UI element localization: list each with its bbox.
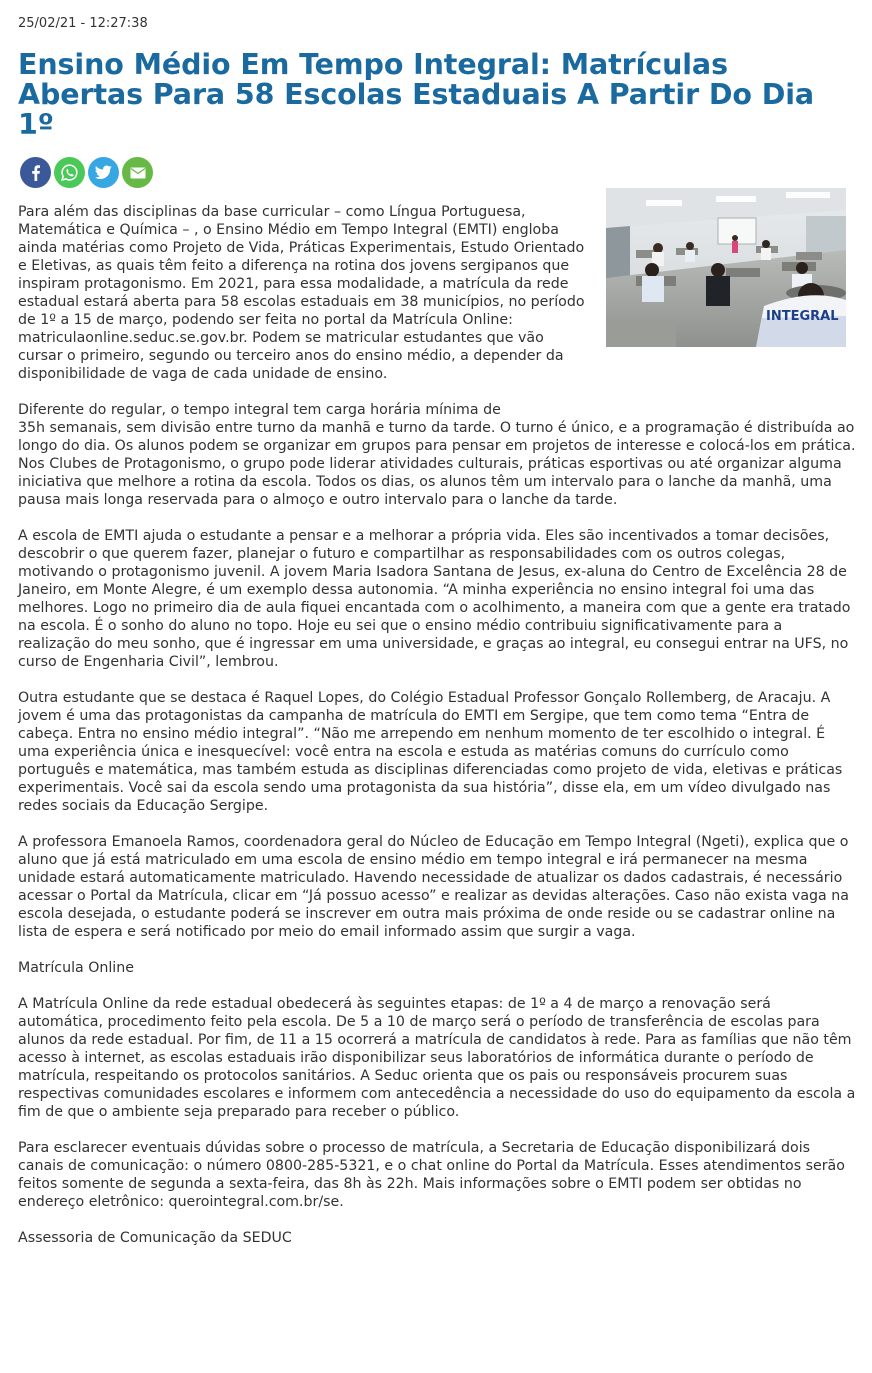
section-heading: Matrícula Online <box>18 960 134 976</box>
article-title: Ensino Médio Em Tempo Integral: Matrículas Abertas Para 58 Escolas Estaduais A Partir Do Dia 1º <box>18 48 815 141</box>
email-icon <box>130 167 146 179</box>
paragraph: Outra estudante que se destaca é Raquel Lopes, do Colégio Estadual Professor Gonçalo Rollemberg, de Aracaju. A jovem é uma das protagonistas da campanha de matrícula do EMTI em Sergipe, que tem como tema “Entra de cabeça. Entra no ensino médio integral”. “Não me arrependo em nenhum momento de ter escolhido o integral. É uma experiência única e inesquecível: você entra na escola e estuda as matérias comuns do currículo como português e matemática, mas também estuda as disciplinas diferenciadas como projeto de vida, eletivas e práticas experimentais. Você sai da escola sendo uma protagonista da sua história”, disse ela, em um vídeo divulgado nas redes sociais da Educação Sergipe. <box>18 690 843 814</box>
article-body <box>18 203 856 1265</box>
paragraph: Para esclarecer eventuais dúvidas sobre o processo de matrícula, a Secretaria de Educação disponibilizará dois canais de comunicação: o número 0800-285-5321, e o chat online do Portal da Matrícula. Esses atendimentos serão feitos somente de segunda a sexta-feira, das 8h às 22h. Mais informações sobre o EMTI podem ser obtidas no endereço eletrônico: querointegral.com.br/se. <box>18 1140 845 1210</box>
paragraph-line: Diferente do regular, o tempo integral tem carga horária mínima de <box>18 402 501 418</box>
whatsapp-share-button[interactable] <box>54 157 85 188</box>
email-share-button[interactable] <box>122 157 153 188</box>
paragraph: A escola de EMTI ajuda o estudante a pensar e a melhorar a própria vida. Eles são incentivados a tomar decisões, descobrir o que querem fazer, planejar o futuro e compartilhar as responsabilidades com os outros colegas, motivando o protagonismo juvenil. A jovem Maria Isadora Santana de Jesus, ex-aluna do Centro de Excelência 28 de Janeiro, em Monte Alegre, é um exemplo dessa autonomia. “A minha experiência no ensino integral foi uma das melhores. Logo no primeiro dia de aula fiquei encantada com o acolhimento, a maneira com que a gente era tratado na escola. É o sonho do aluno no topo. Hoje eu sei que o ensino médio contribuiu significativamente para a realização do meu sonho, que é ingressar em uma universidade, e graças ao integral, eu consegui entrar na UFS, no curso de Engenharia Civil”, lembrou. <box>18 528 851 670</box>
publish-date: 25/02/21 - 12:27:38 <box>18 16 148 31</box>
facebook-share-button[interactable] <box>20 157 51 188</box>
paragraph: A Matrícula Online da rede estadual obedecerá às seguintes etapas: de 1º a 4 de março a renovação será automática, procedimento feito pela escola. De 5 a 10 de março será o período de transferência de escolas para alunos da rede estadual. Por fim, de 11 a 15 ocorrerá a matrícula de candidatos à rede. Para as famílias que não têm acesso à internet, as escolas estaduais irão disponibilizar seus laboratórios de informática durante o período de matrícula, respeitando os protocolos sanitários. A Seduc orienta que os pais ou responsáveis procurem suas respectivas comunidades escolares e informem com antecedência a necessidade do uso do equipamento da escola a fim de que o ambiente seja preparado para receber o público. <box>18 996 856 1120</box>
paragraph <box>18 401 856 509</box>
paragraph: A professora Emanoela Ramos, coordenadora geral do Núcleo de Educação em Tempo Integral (Ngeti), explica que o aluno que já está matriculado em uma escola de ensino médio em tempo integral e irá permanecer na mesma unidade estará automaticamente matriculado. Havendo necessidade de atualizar os dados cadastrais, é necessário acessar o Portal da Matrícula, clicar em “Já possuo acesso” e realizar as devidas alterações. Caso não exista vaga na escola desejada, o estudante poderá se inscrever em outra mais próxima de onde reside ou se cadastrar online na lista de espera e será notificado por meio do email informado assim que surgir a vaga. <box>18 834 849 940</box>
twitter-icon <box>95 165 112 180</box>
paragraph-continuation: 35h semanais, sem divisão entre turno da manhã e turno da tarde. O turno é único, e a programação é distribuída ao longo do dia. Os alunos podem se organizar em grupos para pensar em projetos de interesse e colocá-los em prática. Nos Clubes de Protagonismo, o grupo pode liderar atividades culturais, práticas esportivas ou até organizar alguma iniciativa que melhore a rotina da escola. Todos os dias, os alunos têm um intervalo para o lanche da manhã, uma pausa mais longa reservada para o almoço e outro intervalo para o lanche da tarde. <box>18 420 856 508</box>
share-bar <box>20 157 153 188</box>
twitter-share-button[interactable] <box>88 157 119 188</box>
jersey-text: INTEGRAL <box>766 309 839 324</box>
whatsapp-icon <box>60 163 79 182</box>
facebook-icon <box>28 165 44 181</box>
author-credit: Assessoria de Comunicação da SEDUC <box>18 1230 292 1246</box>
paragraph: Para além das disciplinas da base curricular – como Língua Portuguesa, Matemática e Química – , o Ensino Médio em Tempo Integral (EMTI) engloba ainda matérias como Projeto de Vida, Práticas Experimentais, Estudo Orientado e Eletivas, as quais têm feito a diferença na rotina dos jovens sergipanos que inspiram protagonismo. Em 2021, para essa modalidade, a matrícula da rede estadual estará aberta para 58 escolas estaduais em 38 municípios, no período de 1º a 15 de março, podendo ser feita no portal da Matrícula Online: matriculaonline.seduc.se.gov.br. Podem se matricular estudantes que vão cursar o primeiro, segundo ou terceiro anos do ensino médio, a depender da disponibilidade de vaga de cada unidade de ensino. <box>18 204 585 382</box>
